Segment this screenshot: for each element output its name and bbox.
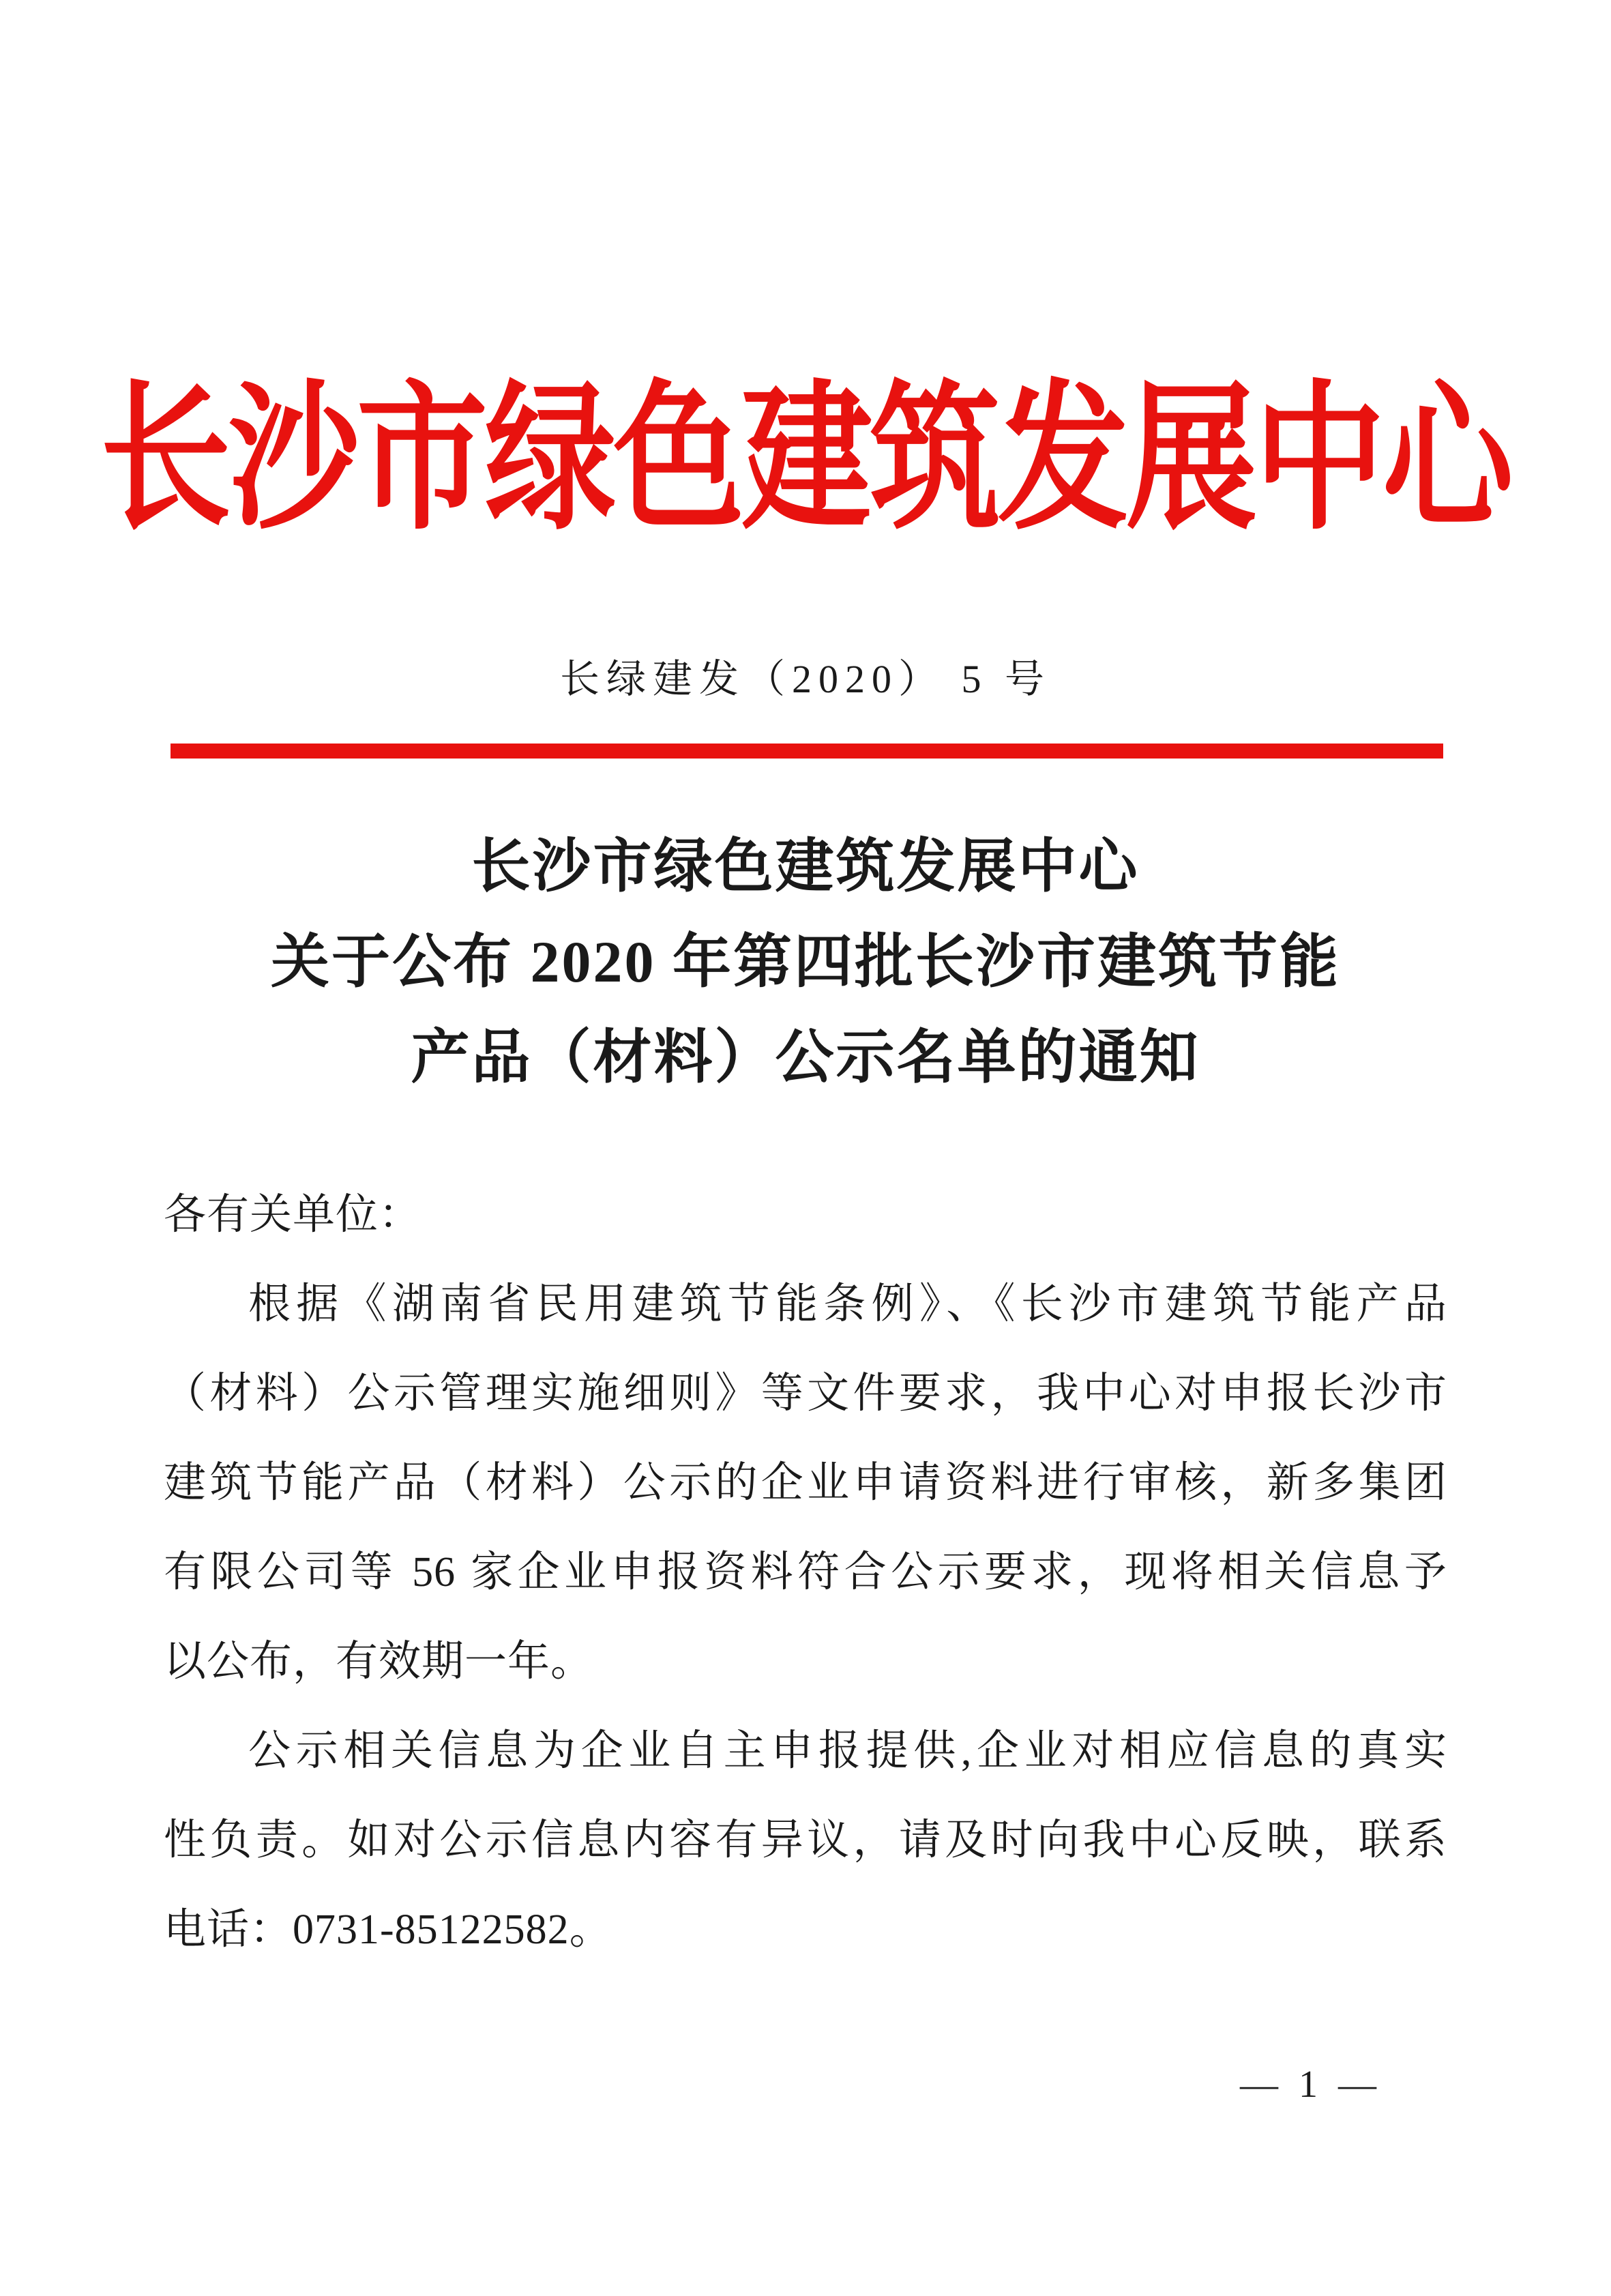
- doc-title-line-3: 产品（材料）公示名单的通知: [411, 1025, 1200, 1090]
- page-number: — 1 —: [1240, 2063, 1382, 2106]
- org-masthead-title: 长沙市绿色建筑发展中心: [100, 371, 1511, 549]
- paragraph-2-line-2: 性负责。如对公示信息内容有异议，请及时向我中心反映，联系: [164, 1817, 1447, 1864]
- red-divider-line: [171, 744, 1443, 759]
- paragraph-1-line-1: 根据《湖南省民用建筑节能条例》、《长沙市建筑节能产品: [248, 1281, 1447, 1327]
- paragraph-1-line-4: 有限公司等 56 家企业申报资料符合公示要求，现将相关信息予: [164, 1549, 1447, 1595]
- doc-number: 长绿建发（2020） 5 号: [559, 657, 1051, 701]
- paragraph-2-line-3: 电话：0731-85122582。: [164, 1907, 612, 1953]
- paragraph-1-line-5: 以公布，有效期一年。: [164, 1638, 594, 1685]
- salutation: 各有关单位：: [164, 1192, 422, 1238]
- paragraph-1-line-3: 建筑节能产品（材料）公示的企业申请资料进行审核，新多集团: [164, 1460, 1447, 1506]
- document-body: [164, 1171, 1447, 1975]
- doc-title: [0, 819, 1611, 1105]
- paragraph-2-line-1: 公示相关信息为企业自主申报提供,企业对相应信息的真实: [248, 1728, 1447, 1774]
- doc-title-line-2: 关于公布 2020 年第四批长沙市建筑节能: [271, 929, 1340, 995]
- paragraph-1-line-2: （材料）公示管理实施细则》等文件要求，我中心对申报长沙市: [164, 1370, 1447, 1417]
- doc-title-line-1: 长沙市绿色建筑发展中心: [471, 834, 1140, 899]
